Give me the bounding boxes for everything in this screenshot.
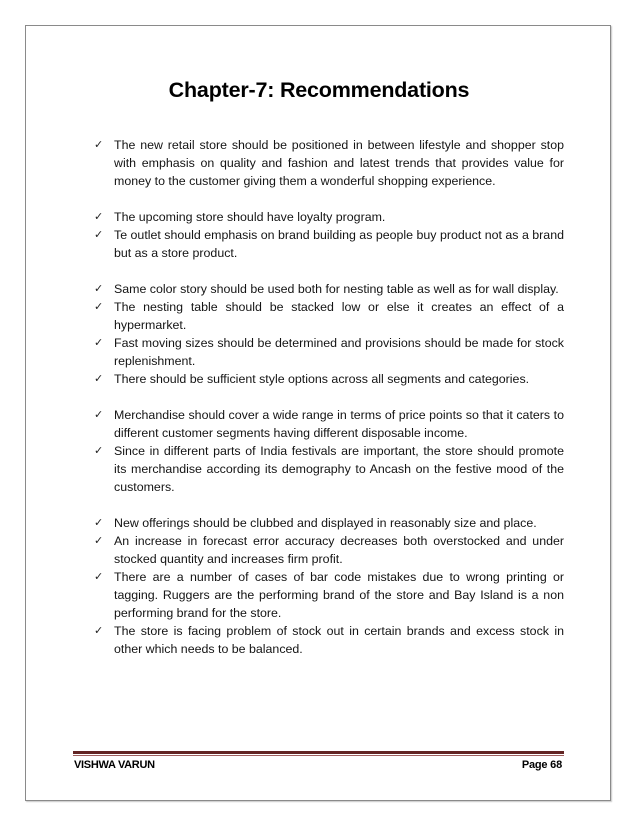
page-title: Chapter-7: Recommendations: [168, 78, 470, 102]
check-mark-icon: ✓: [94, 372, 104, 385]
check-mark-icon: ✓: [94, 282, 104, 295]
recommendation-group: [92, 280, 564, 388]
list-item: [92, 406, 564, 442]
check-mark-icon: ✓: [94, 444, 104, 457]
list-item-text: Merchandise should cover a wide range in terms of price points so that it caters to different customer segments having different disposable income.: [114, 408, 564, 440]
list-item-text: Since in different parts of India festivals are important, the store should promote its merchandise according its demography to Ancash on the festive mood of the customers.: [114, 444, 564, 494]
list-item: [92, 280, 564, 298]
list-item-text: Same color story should be used both for nesting table as well as for wall display.: [114, 282, 559, 296]
check-mark-icon: ✓: [94, 408, 104, 421]
check-mark-icon: ✓: [94, 516, 104, 529]
check-mark-icon: ✓: [94, 300, 104, 313]
check-mark-icon: ✓: [94, 138, 104, 151]
list-item-text: There are a number of cases of bar code mistakes due to wrong printing or tagging. Ruggers are the performing brand of the store and Bay Island is a non performing brand for the store.: [114, 570, 564, 620]
check-mark-icon: ✓: [94, 336, 104, 349]
footer-author: VISHWA VARUN: [74, 759, 155, 771]
recommendation-group: [92, 136, 564, 190]
list-item: [92, 514, 564, 532]
list-item-text: The nesting table should be stacked low or else it creates an effect of a hypermarket.: [114, 300, 564, 332]
list-item: [92, 568, 564, 622]
check-mark-icon: ✓: [94, 534, 104, 547]
list-item: [92, 298, 564, 334]
check-mark-icon: ✓: [94, 228, 104, 241]
list-item: [92, 226, 564, 262]
list-item: [92, 370, 564, 388]
list-item: [92, 442, 564, 496]
recommendations-list: [92, 136, 564, 676]
list-item: [92, 136, 564, 190]
check-mark-icon: ✓: [94, 210, 104, 223]
list-item: [92, 208, 564, 226]
footer-divider: [73, 751, 564, 754]
list-item-text: There should be sufficient style options across all segments and categories.: [114, 372, 530, 386]
list-item-text: New offerings should be clubbed and displayed in reasonably size and place.: [114, 516, 537, 530]
footer-divider-thin: [73, 755, 564, 756]
list-item-text: The upcoming store should have loyalty program.: [114, 210, 386, 224]
list-item: [92, 532, 564, 568]
list-item-text: The new retail store should be positioned in between lifestyle and shopper stop with emphasis on quality and fashion and latest trends that provides value for money to the customer giving them a wonderful shopping experience.: [114, 138, 564, 188]
recommendation-group: [92, 208, 564, 262]
list-item: [92, 334, 564, 370]
page-number: Page 68: [521, 759, 562, 771]
list-item: [92, 622, 564, 658]
check-mark-icon: ✓: [94, 570, 104, 583]
recommendation-group: [92, 406, 564, 496]
list-item-text: An increase in forecast error accuracy decreases both overstocked and under stocked quantity and increases firm profit.: [114, 534, 564, 566]
list-item-text: Fast moving sizes should be determined and provisions should be made for stock replenishment.: [114, 336, 564, 368]
list-item-text: The store is facing problem of stock out in certain brands and excess stock in other which needs to be balanced.: [114, 624, 564, 656]
recommendation-group: [92, 514, 564, 658]
check-mark-icon: ✓: [94, 624, 104, 637]
list-item-text: Te outlet should emphasis on brand building as people buy product not as a brand but as a store product.: [114, 228, 564, 260]
